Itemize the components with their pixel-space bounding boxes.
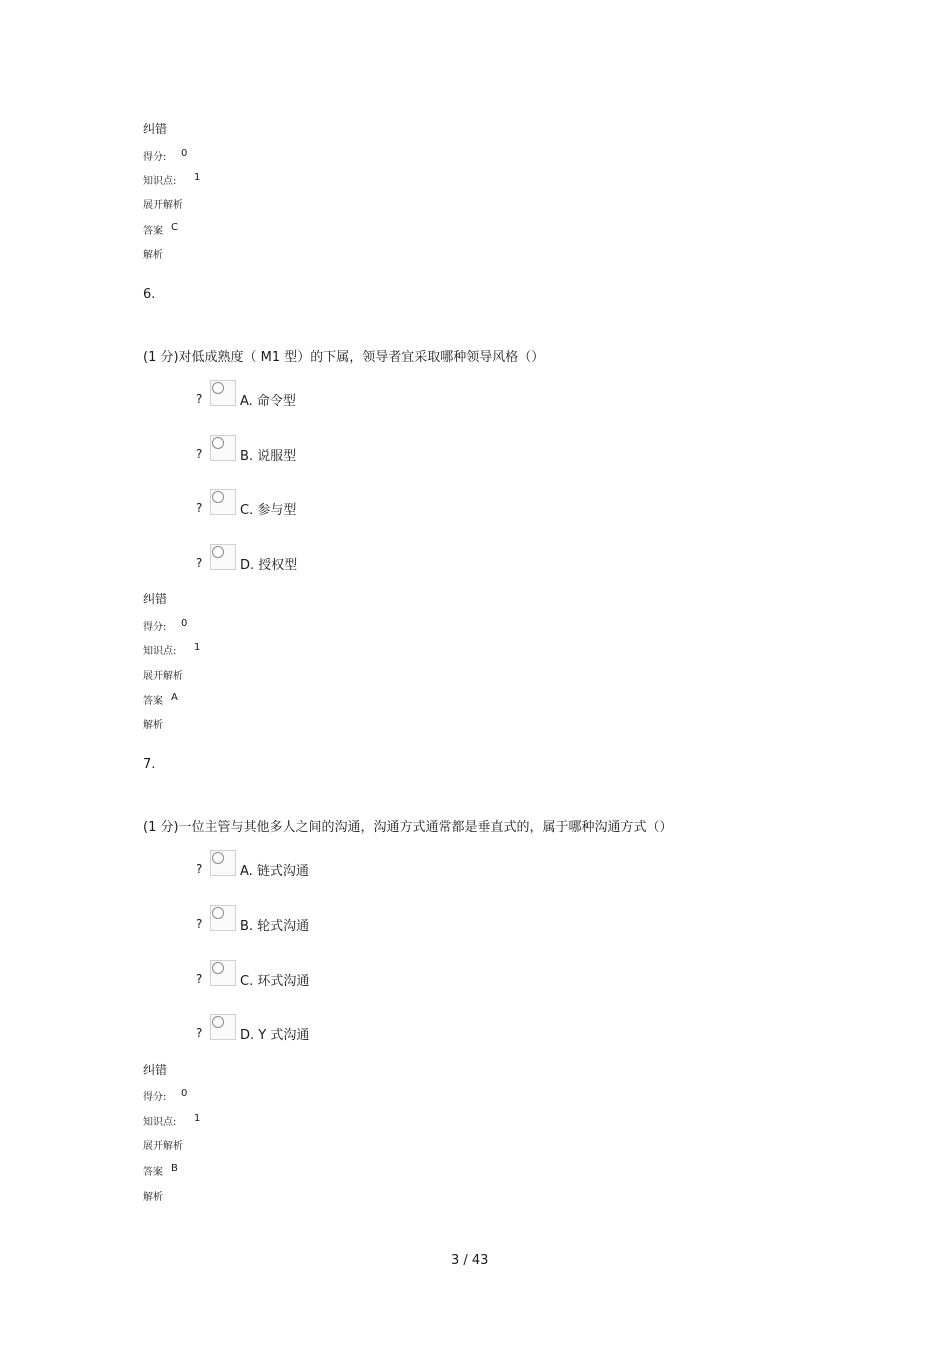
option-marker: ? [196, 1026, 203, 1040]
analysis-label: 解析 [143, 1192, 163, 1203]
knowledge-label: 知识点: [143, 176, 177, 187]
score-value: 0 [181, 1088, 188, 1099]
radio-button-option-d[interactable] [210, 544, 236, 570]
expand-analysis-link[interactable]: 展开解析 [143, 671, 183, 682]
option-marker: ? [196, 392, 203, 406]
radio-circle-icon [212, 852, 224, 864]
radio-circle-icon [212, 1016, 224, 1028]
correction-link[interactable]: 纠错 [143, 1063, 168, 1077]
option-marker: ? [196, 972, 203, 986]
knowledge-value: 1 [194, 172, 201, 183]
option-marker: ? [196, 917, 203, 931]
option-marker: ? [196, 862, 203, 876]
radio-circle-icon [212, 437, 224, 449]
question-stem: (1 分)一位主管与其他多人之间的沟通，沟通方式通常都是垂直式的，属于哪种沟通方式（） [143, 820, 673, 835]
radio-button-option-b[interactable] [210, 905, 236, 931]
analysis-label: 解析 [143, 250, 163, 261]
option-label-b: B. 说服型 [240, 449, 297, 464]
answer-value: A [171, 692, 178, 703]
radio-button-option-b[interactable] [210, 435, 236, 461]
radio-button-option-c[interactable] [210, 960, 236, 986]
question-stem: (1 分)对低成熟度（ M1 型）的下属，领导者宜采取哪种领导风格（） [143, 350, 545, 365]
option-marker: ? [196, 447, 203, 461]
expand-analysis-link[interactable]: 展开解析 [143, 200, 183, 211]
answer-label: 答案 [143, 226, 163, 237]
correction-link[interactable]: 纠错 [143, 592, 168, 606]
option-marker: ? [196, 501, 203, 515]
option-label-d: D. Y 式沟通 [240, 1028, 310, 1043]
expand-analysis-link[interactable]: 展开解析 [143, 1141, 183, 1152]
answer-label: 答案 [143, 1167, 163, 1178]
option-label-a: A. 链式沟通 [240, 864, 309, 879]
radio-circle-icon [212, 907, 224, 919]
score-label: 得分: [143, 622, 167, 633]
knowledge-label: 知识点: [143, 646, 177, 657]
radio-circle-icon [212, 546, 224, 558]
radio-button-option-a[interactable] [210, 850, 236, 876]
radio-circle-icon [212, 382, 224, 394]
option-label-a: A. 命令型 [240, 394, 296, 409]
option-label-b: B. 轮式沟通 [240, 919, 310, 934]
option-label-c: C. 参与型 [240, 503, 297, 518]
knowledge-value: 1 [194, 642, 201, 653]
option-marker: ? [196, 556, 203, 570]
radio-circle-icon [212, 962, 224, 974]
analysis-label: 解析 [143, 720, 163, 731]
answer-value: C [171, 222, 178, 233]
option-label-c: C. 环式沟通 [240, 974, 310, 989]
radio-button-option-d[interactable] [210, 1014, 236, 1040]
option-label-d: D. 授权型 [240, 558, 298, 573]
question-number: 6. [143, 287, 156, 302]
score-value: 0 [181, 618, 188, 629]
radio-button-option-a[interactable] [210, 380, 236, 406]
knowledge-value: 1 [194, 1113, 201, 1124]
answer-label: 答案 [143, 696, 163, 707]
score-label: 得分: [143, 1092, 167, 1103]
question-number: 7. [143, 757, 156, 772]
knowledge-label: 知识点: [143, 1117, 177, 1128]
radio-button-option-c[interactable] [210, 489, 236, 515]
score-label: 得分: [143, 152, 167, 163]
radio-circle-icon [212, 491, 224, 503]
correction-link[interactable]: 纠错 [143, 122, 168, 136]
score-value: 0 [181, 148, 188, 159]
page-indicator: 3 / 43 [451, 1253, 489, 1268]
answer-value: B [171, 1163, 178, 1174]
